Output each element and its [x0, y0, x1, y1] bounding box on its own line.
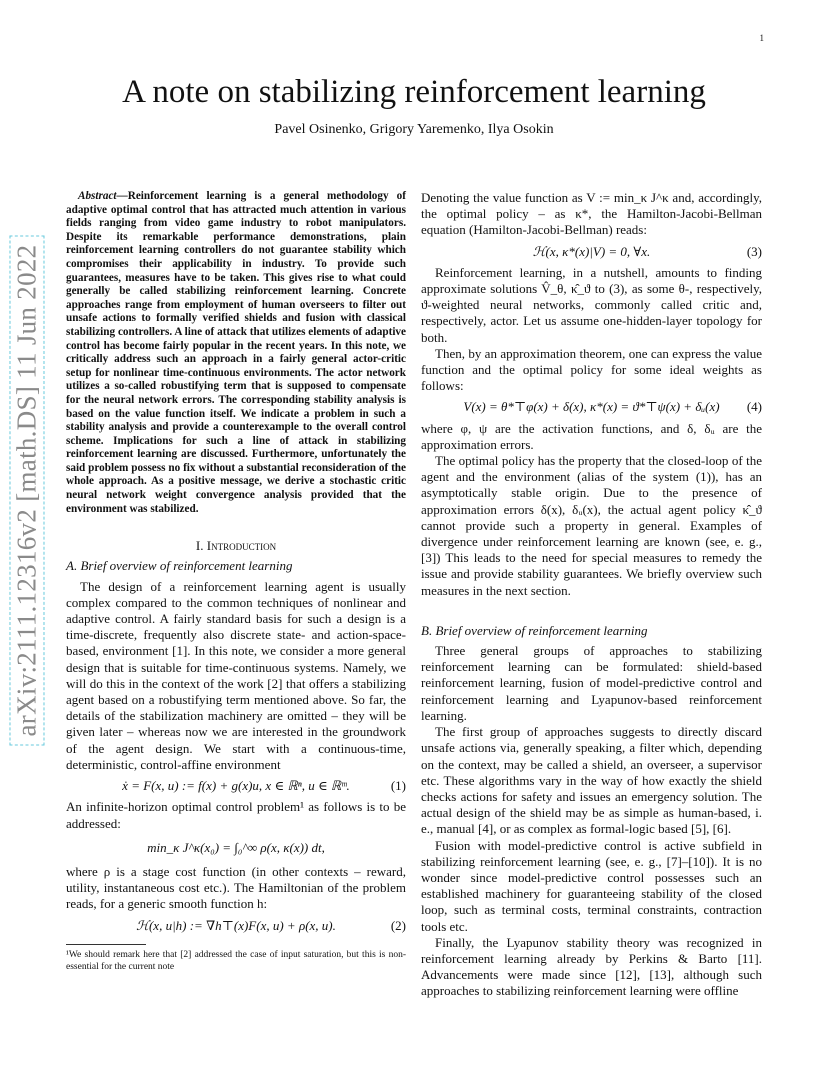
paragraph: The design of a reinforcement learning agent is usually complex compared to the common techniques of nonlinear and adaptive control. A fairly standard basis for such a design is a time-discrete, frequently also discrete state- and action-space-based, environment [1]. In this note, we consider a more general design that is suitable for time-continuous systems. Namely, we will do this in the context of the work [2] that offers a stabilizing agent based on a robustifying term mentioned above. So far, the details of the stabilization machinery are omitted – they will be given later – whereas now we are interested in the groundwork of the agent design. We start with a continuous-time, deterministic, control-affine environment: [66, 578, 406, 772]
footnote-text: ¹We should remark here that [2] addressed the case of input saturation, but this is non-essential for the current note: [66, 949, 406, 972]
equation-3: [421, 244, 762, 260]
paragraph: Then, by an approximation theorem, one can express the value function and the optimal policy for some ideal weights as follows:: [421, 345, 762, 394]
paragraph: An infinite-horizon optimal control problem¹ as follows is to be addressed:: [66, 799, 406, 831]
arxiv-stamp[interactable]: [10, 230, 44, 750]
equation-2-number: (2): [390, 917, 406, 933]
abstract: [66, 190, 406, 516]
equation-4: [421, 399, 762, 415]
equation-2-body: ℋ(x, u|h) := ∇h⊤(x)F(x, u) + ρ(x, u).: [136, 917, 336, 933]
paragraph: Fusion with model-predictive control is active subfield in stabilizing reinforcement learning (see, e. g., [7]–[10]). It is no wonder since model-predictive control possesses such an established machinery for guaranteeing stability of the closed loop, such as terminal costs, terminal constraints, contraction tools etc.: [421, 837, 762, 934]
equation-cost-body: min_κ J^κ(x₀) = ∫₀^∞ ρ(x, κ(x)) dt,: [147, 839, 325, 855]
paragraph: Reinforcement learning, in a nutshell, amounts to finding approximate solutions V̂_θ, κ̂_ϑ to (3), as some θ-, respectively, ϑ-weighted neural networks, commonly called critic and, respectively, actor. Let us assume one-hidden-layer topology for both.: [421, 264, 762, 345]
equation-cost: [66, 840, 406, 856]
paragraph: Denoting the value function as V := min_κ J^κ and, accordingly, the optimal policy – as κ*, the Hamilton-Jacobi-Bellman equation (Hamilton-Jacobi-Bellman) reads:: [421, 190, 762, 238]
paper-title: A note on stabilizing reinforcement learning: [122, 74, 706, 110]
paragraph: where ρ is a stage cost function (in other contexts – reward, utility, instantaneous cost etc.). The Hamiltonian of the problem reads, for a generic smooth function h:: [66, 863, 406, 912]
paragraph: Three general groups of approaches to stabilizing reinforcement learning can be formulated: shield-based reinforcement learning, fusion of model-predictive control and reinforcement learning and Lyapunov-based reinforcement learning.: [421, 643, 762, 723]
page-number: 1: [759, 33, 764, 43]
equation-2: [66, 918, 406, 934]
paper-authors: Pavel Osinenko, Grigory Yaremenko, Ilya Osokin: [274, 122, 554, 137]
paragraph: The optimal policy has the property that the closed-loop of the agent and the environment (alias of the system (1)), has an asymptotically stable origin. Due to the presence of approximation errors δ(x), δᵤ(x), the actual agent policy κ̂_ϑ cannot provide such a property in general. Examples of divergence under reinforcement learning are known (see, e. g., [3]) This leads to the need for special measures to remedy the issue and provide stability guarantees. We briefly overview such measures in the next section.: [421, 453, 762, 598]
equation-1: [66, 778, 406, 794]
footnote: [66, 944, 406, 973]
paragraph: The first group of approaches suggests to directly discard unsafe actions via, generally speaking, a filter which, depending on the context, may be called a shield, an overseer, a supervisor etc. These algorithms vary in the way of how exactly the shield checks actions for safety and issues an emergency solution. The actual design of the shield may be as simple as human-based, i. e., manual [4], or as complex as formal-logic based [5], [6].: [421, 724, 762, 837]
left-column: [66, 190, 406, 973]
subsection-heading-a: A. Brief overview of reinforcement learning: [66, 558, 293, 574]
equation-4-body: V(x) = θ*⊤φ(x) + δ(x), κ*(x) = ϑ*⊤ψ(x) + δᵤ(x): [463, 399, 720, 415]
abstract-label: Abstract: [78, 190, 117, 202]
equation-1-body: ẋ = F(x, u) := f(x) + g(x)u, x ∈ ℝⁿ, u ∈ ℝᵐ.: [122, 778, 350, 794]
paragraph: where φ, ψ are the activation functions, and δ, δᵤ are the approximation errors.: [421, 420, 762, 452]
arxiv-stamp-text: arXiv:2111.12316v2 [math.DS] 11 Jun 2022: [10, 235, 45, 745]
subsection-heading-b: B. Brief overview of reinforcement learning: [421, 622, 648, 638]
equation-3-body: ℋ(x, κ*(x)|V) = 0, ∀x.: [532, 243, 651, 259]
equation-1-number: (1): [390, 778, 406, 794]
equation-4-number: (4): [746, 399, 762, 415]
abstract-text: —Reinforcement learning is a general methodology of adaptive optimal control that has attracted much attention in various fields ranging from video game industry to robot manipulators. Despite its remarkable performance demonstrations, plain reinforcement learning controllers do not guarantee stability which compromises their applicability in industry. To provide such guarantees, measures have to be taken. This gives rise to what could generally be called stabilizing reinforcement learning. Concrete approaches range from employment of human overseers to filter out unsafe actions to formally verified shields and fusion with classical stabilizing controllers. A line of attack that utilizes elements of adaptive control has become fairly popular in the recent years. In this note, we critically address such an approach in a fairly general actor-critic setup for nonlinear time-continuous environments. The actor network utilizes a so-called robustifying term that is supposed to compensate for the neural network errors. The corresponding stability analysis is based on the value function itself. We indicate a problem in such a stability analysis and provide a counterexample to the overall control scheme. Implications for such a line of attack in stabilizing reinforcement learning are discussed. Furthermore, unfortunately the said problem possess no fix without a substantial reconsideration of the whole approach. As a positive message, we derive a stochastic critic neural network weight convergence analysis provided that the environment was stabilized.: [66, 190, 406, 515]
paragraph: Finally, the Lyapunov stability theory was recognized in reinforcement learning already by Perkins & Barto [11]. Advancements were made since [12], [13], although such approaches to stabilizing reinforcement learning were offline: [421, 934, 762, 999]
section-heading-introduction: I. Introduction: [195, 538, 277, 554]
right-column: [421, 190, 762, 1000]
footnote-rule: [66, 944, 146, 945]
equation-3-number: (3): [746, 243, 762, 259]
